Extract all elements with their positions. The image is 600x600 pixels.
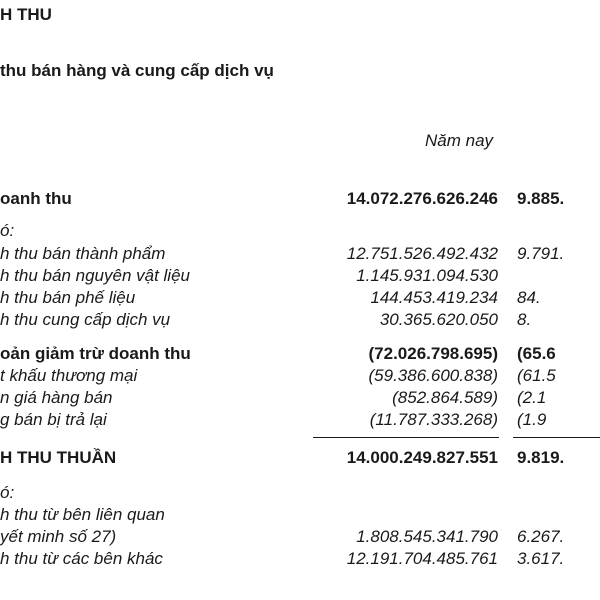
- row-label: H THU THUẦN: [0, 448, 117, 467]
- row-label: h thu từ các bên khác: [0, 549, 163, 568]
- row-label: oanh thu: [0, 189, 72, 208]
- row-value-prior: (2.1: [517, 388, 547, 407]
- column-header-current-year: Năm nay: [425, 131, 494, 150]
- total-rule-prior: [513, 437, 600, 438]
- row-label: h thu cung cấp dịch vụ: [0, 310, 171, 329]
- row-label: oản giảm trừ doanh thu: [0, 344, 191, 363]
- row-value-current: 14.072.276.626.246: [346, 189, 498, 208]
- subsection-title: thu bán hàng và cung cấp dịch vụ: [0, 61, 274, 80]
- row-value-current: 30.365.620.050: [379, 310, 498, 329]
- row-value-current: 1.145.931.094.530: [356, 266, 498, 285]
- section-title: H THU: [0, 5, 52, 24]
- row-value-current: 1.808.545.341.790: [356, 527, 498, 546]
- row-value-prior: 6.267.: [517, 527, 565, 546]
- row-value-current: 14.000.249.827.551: [346, 448, 498, 467]
- row-value-prior: (1.9: [517, 410, 547, 429]
- row-label: h thu từ bên liên quan: [0, 505, 165, 524]
- row-label: h thu bán phế liệu: [0, 288, 136, 307]
- row-value-prior: 9.885.: [517, 189, 565, 208]
- row-label: n giá hàng bán: [0, 388, 113, 407]
- row-value-current: (59.386.600.838): [368, 366, 498, 385]
- row-value-prior: 9.791.: [517, 244, 565, 263]
- row-label: g bán bị trả lại: [0, 410, 107, 429]
- row-value-current: (72.026.798.695): [368, 344, 498, 363]
- row-label: t khấu thương mại: [0, 366, 138, 385]
- row-label: h thu bán nguyên vật liệu: [0, 266, 190, 285]
- row-value-prior: 9.819.: [517, 448, 565, 467]
- row-value-current: (11.787.333.268): [369, 410, 498, 429]
- row-value-prior: 8.: [517, 310, 532, 329]
- row-value-prior: (61.5: [517, 366, 556, 385]
- total-rule-current: [313, 437, 499, 438]
- row-label: ó:: [0, 483, 15, 502]
- row-label: yết minh số 27): [0, 527, 117, 546]
- row-value-prior: 3.617.: [517, 549, 565, 568]
- row-value-current: (852.864.589): [392, 388, 498, 407]
- row-label: h thu bán thành phẩm: [0, 244, 166, 263]
- row-value-prior: (65.6: [517, 344, 556, 363]
- row-value-current: 12.191.704.485.761: [346, 549, 498, 568]
- row-value-current: 12.751.526.492.432: [346, 244, 498, 263]
- row-label: ó:: [0, 221, 15, 240]
- row-value-current: 144.453.419.234: [370, 288, 498, 307]
- row-value-prior: 84.: [517, 288, 541, 307]
